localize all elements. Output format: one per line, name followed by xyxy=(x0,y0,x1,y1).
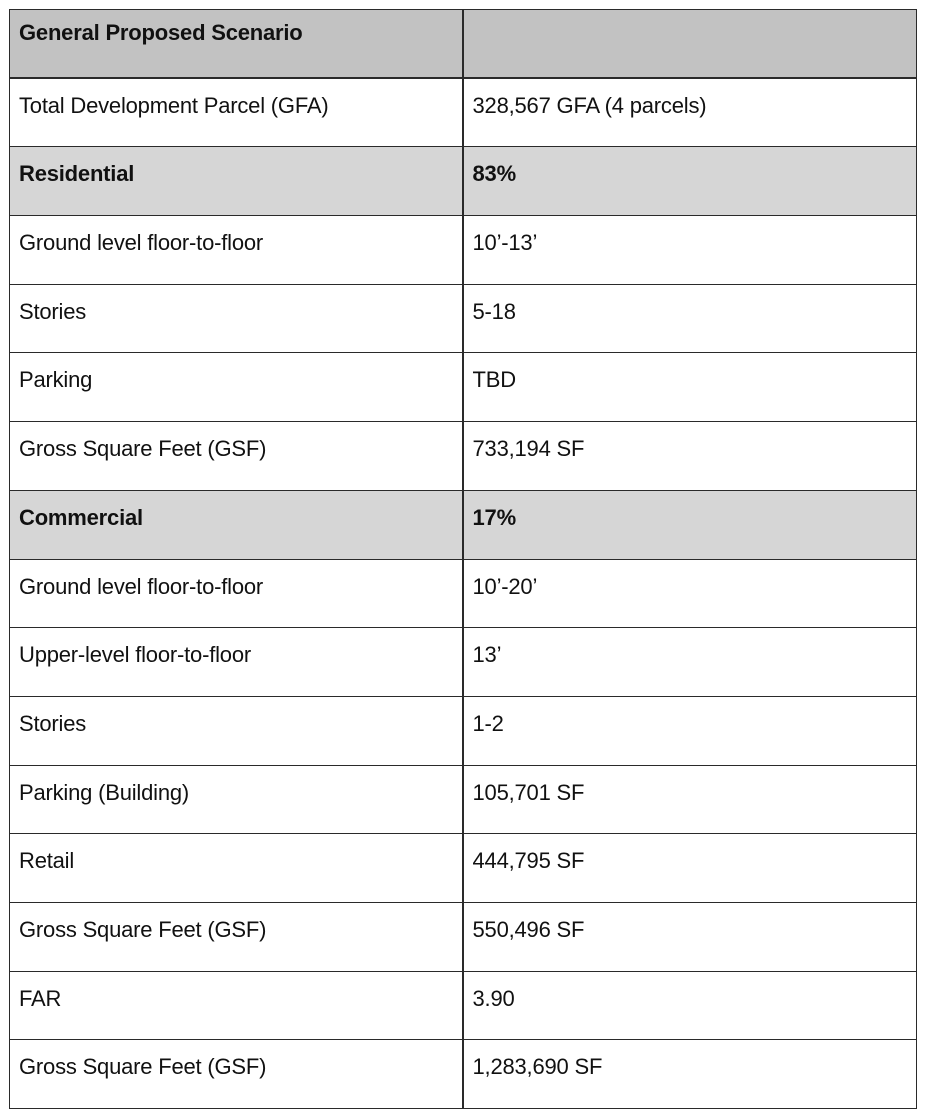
row-label: Gross Square Feet (GSF) xyxy=(10,902,463,971)
row-label: Retail xyxy=(10,834,463,903)
section-label: Residential xyxy=(10,147,463,216)
row-label: FAR xyxy=(10,971,463,1040)
table-row xyxy=(10,559,917,628)
row-value: 13’ xyxy=(463,628,917,697)
row-value: 1-2 xyxy=(463,696,917,765)
row-value: 10’-20’ xyxy=(463,559,917,628)
table-row xyxy=(10,78,917,147)
row-value: 3.90 xyxy=(463,971,917,1040)
section-value: 17% xyxy=(463,490,917,559)
table-row xyxy=(10,284,917,353)
row-label: Ground level floor-to-floor xyxy=(10,559,463,628)
row-value: 444,795 SF xyxy=(463,834,917,903)
row-label: Parking (Building) xyxy=(10,765,463,834)
row-value: 328,567 GFA (4 parcels) xyxy=(463,78,917,147)
table-row xyxy=(10,971,917,1040)
table-row xyxy=(10,422,917,491)
table-row xyxy=(10,216,917,285)
table-row xyxy=(10,765,917,834)
table-header-row xyxy=(10,10,917,79)
section-row-residential xyxy=(10,147,917,216)
section-label: Commercial xyxy=(10,490,463,559)
row-value: 733,194 SF xyxy=(463,422,917,491)
row-value: 5-18 xyxy=(463,284,917,353)
row-value: 10’-13’ xyxy=(463,216,917,285)
row-label: Ground level floor-to-floor xyxy=(10,216,463,285)
table-row xyxy=(10,353,917,422)
row-label: Parking xyxy=(10,353,463,422)
row-value: 105,701 SF xyxy=(463,765,917,834)
scenario-table xyxy=(9,9,917,1109)
header-value-cell xyxy=(463,10,917,79)
table-row xyxy=(10,696,917,765)
row-label: Gross Square Feet (GSF) xyxy=(10,1040,463,1109)
row-value: 1,283,690 SF xyxy=(463,1040,917,1109)
table-row xyxy=(10,902,917,971)
row-value: TBD xyxy=(463,353,917,422)
row-label: Total Development Parcel (GFA) xyxy=(10,78,463,147)
row-label: Gross Square Feet (GSF) xyxy=(10,422,463,491)
table-row xyxy=(10,628,917,697)
header-label-cell: General Proposed Scenario xyxy=(10,10,463,79)
section-row-commercial xyxy=(10,490,917,559)
table-row xyxy=(10,834,917,903)
row-label: Stories xyxy=(10,284,463,353)
table-row xyxy=(10,1040,917,1109)
scenario-table-container xyxy=(9,9,916,1109)
row-label: Upper-level floor-to-floor xyxy=(10,628,463,697)
section-value: 83% xyxy=(463,147,917,216)
row-value: 550,496 SF xyxy=(463,902,917,971)
row-label: Stories xyxy=(10,696,463,765)
